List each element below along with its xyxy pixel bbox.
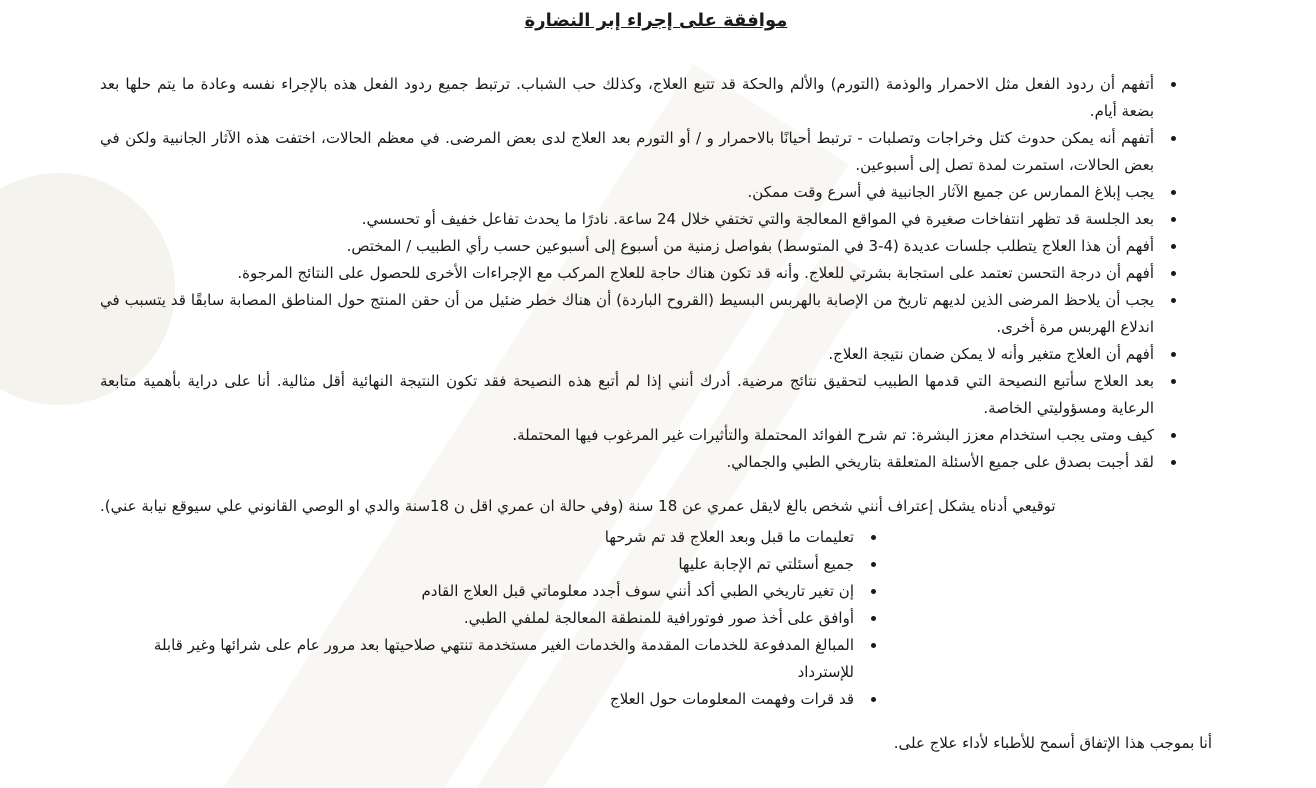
list-item: • قد قرات وفهمت المعلومات حول العلاج (100, 686, 860, 713)
list-item: • بعد العلاج سأتبع النصيحة التي قدمها الطبيب لتحقيق نتائج مرضية. أدرك أنني إذا لم أتبع هذه النصيحة فقد تكون النتيجة النهائية أقل مثالية. أنا على دراية بأهمية متابعة الرعاية ومسؤوليتي الخاصة. (100, 368, 1160, 422)
list-item: • يجب إبلاغ الممارس عن جميع الآثار الجانبية في أسرع وقت ممكن. (100, 179, 1160, 206)
list-item: • كيف ومتى يجب استخدام معزز البشرة: تم شرح الفوائد المحتملة والتأثيرات غير المرغوب فيها المحتملة. (100, 422, 1160, 449)
acknowledgement-bullet-list (100, 524, 1212, 713)
list-item: • أفهم أن هذا العلاج يتطلب جلسات عديدة (4-3 في المتوسط) بفواصل زمنية من أسبوع إلى أسبوعين حسب رأي الطبيب / المختص. (100, 233, 1160, 260)
consent-bullet-list (100, 71, 1212, 476)
list-item: • بعد الجلسة قد تظهر انتفاخات صغيرة في المواقع المعالجة والتي تختفي خلال 24 ساعة. نادرًا ما يحدث تفاعل خفيف أو تحسسي. (100, 206, 1160, 233)
list-item: • يجب أن يلاحظ المرضى الذين لديهم تاريخ من الإصابة بالهربس البسيط (القروح الباردة) أن هناك خطر ضئيل من أن حقن المنتج حول المناطق المصابة سابقًا قد يتسبب في اندلاع الهربس مرة أخرى. (100, 287, 1160, 341)
list-item: • أفهم أن العلاج متغير وأنه لا يمكن ضمان نتيجة العلاج. (100, 341, 1160, 368)
signature-acknowledgement-paragraph: توقيعي أدناه يشكل إعتراف أنني شخص بالغ لايقل عمري عن 18 سنة (وفي حالة ان عمري اقل ن 18سنة والدي او الوصي القانوني علي سيوقع نيابة عني). (100, 497, 1056, 515)
list-item: • لقد أجبت بصدق على جميع الأسئلة المتعلقة بتاريخي الطبي والجمالي. (100, 449, 1160, 476)
list-item: • تعليمات ما قبل وبعد العلاج قد تم شرحها (100, 524, 860, 551)
list-item: • أتفهم أن ردود الفعل مثل الاحمرار والوذمة (التورم) والألم والحكة قد تتبع العلاج، وكذلك حب الشباب. ترتبط جميع ردود الفعل هذه بالإجراء نفسه وعادة ما يتم حلها بعد بضعة أيام. (100, 71, 1160, 125)
document-title: موافقة على إجراء إبر النضارة (524, 10, 788, 31)
closing-statement: أنا بموجب هذا الإتفاق أسمح للأطباء لأداء علاج على. (893, 734, 1212, 752)
list-item: • إن تغير تاريخي الطبي أكد أنني سوف أجدد معلوماتي قبل العلاج القادم (100, 578, 860, 605)
list-item: • أوافق على أخذ صور فوتورافية للمنطقة المعالجة لملفي الطبي. (100, 605, 860, 632)
list-item: • جميع أسئلتي تم الإجابة عليها (100, 551, 860, 578)
list-item: • أفهم أن درجة التحسن تعتمد على استجابة بشرتي للعلاج. وأنه قد تكون هناك حاجة للعلاج المركب مع الإجراءات الأخرى للحصول على النتائج المرجوة. (100, 260, 1160, 287)
list-item: • أتفهم أنه يمكن حدوث كتل وخراجات وتصلبات - ترتبط أحيانًا بالاحمرار و / أو التورم بعد العلاج لدى بعض المرضى. في معظم الحالات، اختفت هذه الآثار الجانبية ولكن في بعض الحالات، استمرت لمدة تصل إلى أسبوعين. (100, 125, 1160, 179)
list-item: • المبالغ المدفوعة للخدمات المقدمة والخدمات الغير مستخدمة تنتهي صلاحيتها بعد مرور عام على شرائها وغير قابلة للإسترداد (100, 632, 860, 686)
